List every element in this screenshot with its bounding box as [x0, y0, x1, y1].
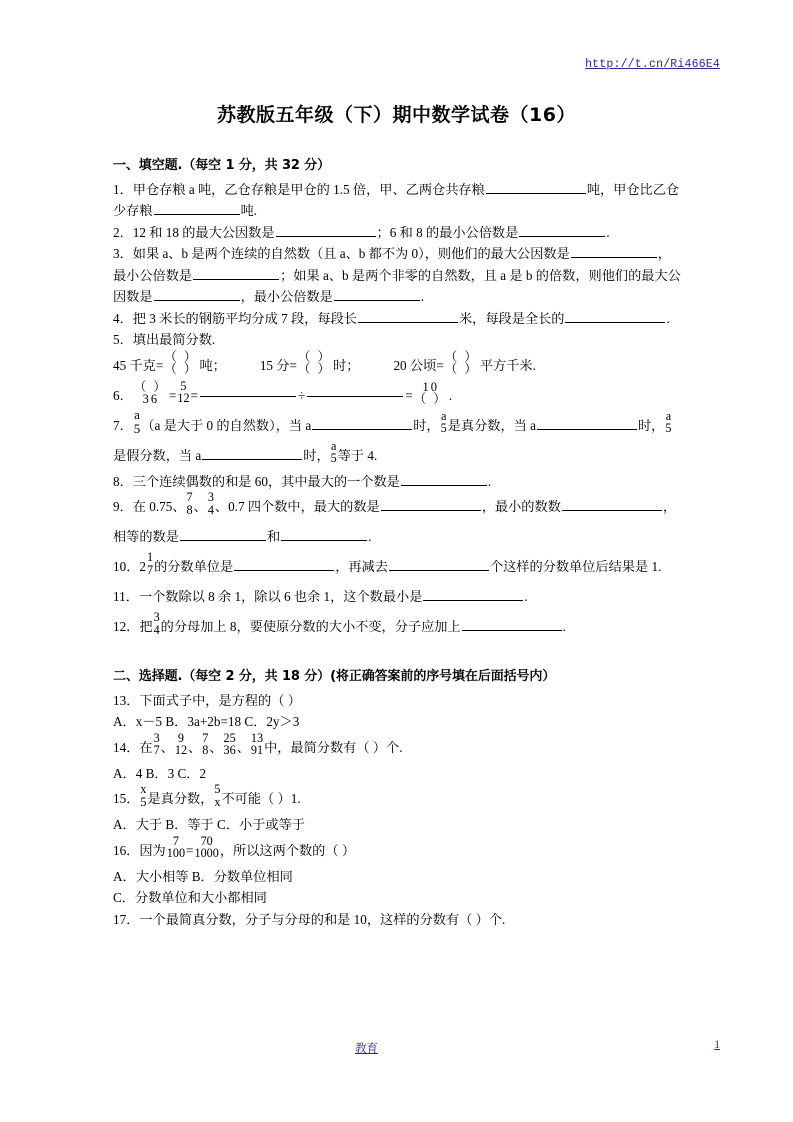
question-2	[113, 222, 681, 244]
q17-number: 17．	[113, 911, 140, 927]
q14-f2-num: 9	[177, 730, 184, 745]
q5-f1-den: （ ）	[164, 362, 199, 377]
q7-fraction-3	[665, 410, 671, 435]
question-15-options[interactable]: A．大于 B．等于 C．小于或等于	[113, 817, 305, 832]
q6-eq-1: =	[168, 387, 177, 403]
q5-lead: 填出最简分数.	[132, 332, 216, 347]
q9-blank-1[interactable]	[381, 497, 481, 511]
q6-divider: ÷	[297, 387, 306, 403]
q14-number: 14．	[113, 739, 140, 755]
q7-fraction-1	[134, 408, 141, 435]
q8-text-a: 三个连续偶数的和是 60，其中最大的一个数是	[132, 473, 400, 489]
q15-fraction-1	[140, 783, 146, 808]
question-14	[113, 730, 681, 763]
q15-f1-den: 5	[140, 794, 147, 809]
q14-f5-den: 91	[250, 743, 264, 758]
q10-number: 10．	[113, 559, 140, 574]
q7-f4-num: a	[330, 438, 337, 453]
q9-number: 9．	[113, 499, 133, 514]
q14-fraction-4	[224, 732, 236, 757]
q2-text-a: 12 和 18 的最大公因数是	[132, 224, 275, 240]
q12-f-num: 3	[153, 610, 160, 625]
q15-fraction-2	[214, 783, 220, 808]
q14-f1-num: 3	[153, 730, 160, 745]
source-url-link[interactable]: http://t.cn/Ri466E4	[585, 58, 720, 71]
q3-blank-1[interactable]	[571, 244, 657, 258]
section-heading-fill-in: 一、填空题.（每空 1 分，共 32 分）	[113, 158, 331, 173]
q7-text-7: 等于 4.	[337, 447, 378, 463]
q5-f2-den: （ ）	[297, 362, 333, 377]
q7-text-3: 是真分数，当 a	[447, 417, 536, 433]
q16-eq: =	[186, 842, 194, 858]
q9-text-3: 、0.7 四个数中，最大的数是	[214, 499, 380, 514]
q9-text-4: ，最小的数数	[481, 499, 561, 514]
q10-f-den: 7	[146, 562, 154, 577]
q1-text-b: 吨，甲仓比乙仓少存粮	[113, 181, 680, 218]
q7-text-1: （a 是大于 0 的自然数），当 a	[141, 417, 312, 433]
q7-fraction-2	[441, 410, 447, 435]
q14-sep-2: 、	[188, 739, 202, 755]
q12-text-1: 把	[139, 619, 153, 634]
q9-text-7: .	[368, 529, 372, 544]
q5-conv-1-unit: 吨；	[199, 357, 226, 373]
q9-text-6: 和	[266, 529, 281, 544]
q5-number: 5．	[113, 332, 133, 347]
q6-fraction-3[interactable]	[414, 381, 448, 406]
q1-blank-1[interactable]	[486, 180, 586, 194]
q13-number: 13．	[113, 692, 140, 708]
q17-text: 一个最简真分数，分子与分母的和是 10，这样的分数有（ ）个.	[139, 911, 506, 927]
q7-f4-den: 5	[330, 451, 337, 466]
question-10	[113, 552, 681, 582]
q10-fraction	[147, 551, 153, 576]
question-13-options[interactable]: A．x－5 B．3a+2b=18 C．2y＞3	[113, 714, 300, 729]
q6-f1-den: 36	[142, 392, 160, 407]
q1-text-a: 甲仓存粮 a 吨，乙仓存粮是甲仓的 1.5 倍，甲、乙两仓共存粮	[132, 181, 485, 197]
q9-text-5: ，相等的数是	[113, 499, 677, 544]
question-3	[113, 243, 681, 308]
q2-number: 2．	[113, 224, 133, 240]
q8-text-b: .	[487, 473, 492, 489]
q9-f2-num: 3	[207, 490, 214, 505]
q14-sep-1: 、	[160, 739, 174, 755]
question-8	[113, 471, 681, 493]
q14-sep-4: 、	[236, 739, 250, 755]
q4-text-a: 把 3 米长的钢筋平均分成 7 段，每段长	[132, 310, 357, 326]
question-9	[113, 492, 681, 552]
q6-number: 6．	[113, 387, 133, 403]
q7-blank-3[interactable]	[202, 446, 302, 460]
q7-f1-num: a	[134, 407, 140, 423]
q16-fraction-1	[167, 835, 185, 860]
q15-text-2: 不可能（ ）1.	[221, 791, 301, 806]
q9-blank-3[interactable]	[180, 527, 266, 541]
q16-number: 16．	[113, 842, 140, 858]
q14-text-2: 中，最简分数有（ ）个.	[264, 739, 403, 755]
q16-fraction-2	[194, 835, 218, 860]
q3-blank-2[interactable]	[193, 266, 279, 280]
q3-text-a: 如果 a、b 是两个连续的自然数（且 a、b 都不为 0），则他们的最大公因数是	[132, 246, 570, 261]
q9-blank-2[interactable]	[562, 497, 662, 511]
q12-text-2: 的分母加上 8，要使原分数的大小不变，分子应加上	[160, 619, 461, 634]
q14-sep-3: 、	[209, 739, 223, 755]
q14-fraction-3	[202, 732, 208, 757]
q12-blank-1[interactable]	[462, 617, 562, 631]
q10-text-1: 的分数单位是	[154, 559, 234, 574]
question-6	[113, 378, 681, 411]
exam-content	[113, 155, 681, 930]
q15-f2-num: 5	[214, 782, 221, 797]
q9-blank-4[interactable]	[281, 527, 367, 541]
q2-blank-2[interactable]	[519, 223, 605, 237]
q15-text-1: 是真分数，	[147, 791, 214, 806]
q9-text-1: 在 0.75、	[132, 499, 186, 514]
q7-text-2: 时，	[413, 417, 440, 433]
q10-f-num: 1	[146, 550, 154, 565]
section-heading-multiple-choice: 二、选择题.（每空 2 分，共 18 分）(将正确答案前的序号填在后面括号内）	[113, 669, 556, 684]
q9-text-2: 、	[193, 499, 207, 514]
q3-text-d: ，最小公倍数是	[240, 289, 333, 304]
q10-text-2: ，再减去	[335, 559, 388, 574]
q12-fraction	[154, 611, 160, 636]
q7-f3-num: a	[665, 408, 672, 423]
q6-f3-num: 10	[422, 379, 439, 394]
q4-blank-2[interactable]	[565, 309, 665, 323]
q3-blank-3[interactable]	[154, 287, 240, 301]
q5-conv-1-from: 45 千克=	[113, 357, 164, 373]
footer-link[interactable]: 教育	[355, 1043, 378, 1055]
q5-conv-3-unit: 平方千米.	[479, 357, 536, 373]
q5-conv-2-from: 15 分=	[259, 357, 297, 373]
q5-f3-den: （ ）	[444, 362, 479, 377]
q8-blank-1[interactable]	[401, 472, 487, 486]
q14-f2-den: 12	[174, 743, 188, 758]
q11-text-a: 一个数除以 8 余 1，除以 6 也余 1，这个数最小是	[138, 589, 423, 604]
page-number: 1	[714, 1039, 720, 1051]
question-16-options-line-2[interactable]: C．分数单位和大小都相同	[113, 890, 267, 905]
q7-fraction-4	[331, 440, 337, 465]
q15-f2-den: x	[214, 794, 221, 809]
q4-number: 4．	[113, 310, 133, 326]
q3-text-c: ；如果 a、b 是两个非零的自然数，且 a 是 b 的倍数，则他们的最大公因数是	[113, 267, 681, 304]
q7-text-5: 是假分数，当 a	[113, 447, 202, 463]
q5-conv-2-unit: 时；	[333, 357, 360, 373]
q14-f4-num: 25	[223, 730, 236, 745]
question-14-options[interactable]: A．4 B．3 C．2	[113, 765, 207, 781]
q7-f1-den: 5	[133, 420, 141, 436]
q7-f3-den: 5	[665, 421, 672, 436]
q7-blank-2[interactable]	[537, 416, 637, 430]
question-12	[113, 612, 681, 642]
q5-conv-3-from: 20 公顷=	[393, 357, 444, 373]
q5-f3-num: （ ）	[444, 349, 479, 364]
q1-number: 1．	[113, 181, 133, 197]
q16-text-1: 因为	[139, 842, 166, 858]
q11-text-b: .	[524, 589, 528, 604]
q14-f1-den: 7	[153, 743, 160, 758]
question-4	[113, 308, 681, 330]
q16-f2-num: 70	[200, 833, 213, 848]
q14-f5-num: 13	[250, 730, 264, 745]
q10-whole: 2	[139, 559, 146, 574]
q6-f2-den: 12	[177, 391, 190, 406]
q3-blank-4[interactable]	[334, 287, 420, 301]
q6-blank-2[interactable]	[307, 388, 403, 397]
q14-fraction-5	[251, 732, 263, 757]
q15-f1-num: x	[140, 782, 147, 797]
q6-eq-3: =	[405, 387, 413, 403]
q7-number: 7．	[113, 417, 133, 433]
question-1	[113, 179, 681, 222]
q10-text-3: 个这样的分数单位后结果是 1.	[489, 559, 662, 574]
q1-text-c: 吨.	[240, 203, 258, 218]
q5-f1-num: （ ）	[164, 349, 199, 364]
q2-blank-1[interactable]	[276, 223, 376, 237]
q4-text-c: .	[666, 310, 670, 326]
q15-number: 15．	[113, 791, 140, 806]
q2-text-c: .	[606, 224, 610, 240]
q14-f3-num: 7	[202, 730, 209, 745]
q14-f3-den: 8	[202, 743, 209, 758]
q6-f3-den: （ ）	[413, 392, 448, 407]
q5-fraction-blank-2[interactable]	[298, 351, 332, 376]
q5-f2-num: （ ）	[297, 349, 333, 364]
q6-eq-2: =	[190, 387, 198, 403]
question-16	[113, 833, 681, 866]
q2-text-b: ；6 和 8 的最小公倍数是	[376, 224, 519, 240]
question-17	[113, 909, 681, 931]
q16-f1-num: 7	[172, 833, 179, 848]
q14-fraction-1	[154, 732, 160, 757]
question-5-conversions	[113, 351, 681, 381]
q7-f2-num: a	[440, 408, 447, 423]
q5-fraction-blank-1[interactable]	[164, 351, 198, 376]
q14-text-1: 在	[139, 739, 153, 755]
q10-blank-2[interactable]	[389, 557, 489, 571]
q9-f1-num: 7	[186, 490, 193, 505]
q7-blank-1[interactable]	[312, 416, 412, 430]
q16-f2-den: 1000	[194, 846, 219, 861]
q4-blank-1[interactable]	[358, 309, 458, 323]
q6-f1-num: （ ）	[133, 379, 168, 394]
q14-fraction-2	[175, 732, 187, 757]
q16-text-2: ，所以这两个数的（ ）	[219, 842, 356, 858]
q9-fraction-2	[208, 491, 214, 516]
q12-text-3: .	[562, 619, 566, 634]
q9-fraction-1	[187, 491, 193, 516]
q14-f4-den: 36	[223, 743, 236, 758]
q6-f2-num: 5	[180, 378, 187, 393]
q9-f1-den: 8	[186, 502, 193, 517]
page-title: 苏教版五年级（下）期中数学试卷（16）	[217, 104, 576, 126]
q12-number: 12．	[113, 619, 140, 634]
q12-f-den: 4	[153, 622, 160, 637]
q3-text-e: .	[420, 289, 425, 304]
q6-fraction-2	[177, 380, 189, 405]
q11-number: 11．	[113, 589, 139, 604]
q9-f2-den: 4	[207, 502, 214, 517]
q3-number: 3．	[113, 246, 133, 261]
q6-end: .	[448, 387, 453, 403]
question-15	[113, 784, 681, 814]
q5-fraction-blank-3[interactable]	[445, 351, 479, 376]
q1-blank-2[interactable]	[154, 201, 240, 215]
q6-fraction-1[interactable]	[134, 381, 168, 406]
q16-f1-den: 100	[166, 846, 186, 861]
q13-text: 下面式子中，是方程的（ ）	[139, 692, 301, 708]
question-7	[113, 407, 681, 471]
q7-f2-den: 5	[440, 421, 447, 436]
q6-blank-1[interactable]	[200, 388, 296, 397]
q7-text-4: 时，	[637, 417, 665, 433]
question-16-options-line-1[interactable]: A．大小相等 B．分数单位相同	[113, 868, 293, 884]
q11-blank-1[interactable]	[423, 587, 523, 601]
q10-mixed-number	[139, 552, 154, 582]
q7-text-6: 时，	[303, 447, 330, 463]
question-5	[113, 329, 681, 351]
q3-text-b: ，最小公倍数是	[113, 246, 671, 283]
q10-blank-1[interactable]	[234, 557, 334, 571]
question-13	[113, 690, 681, 712]
question-11	[113, 582, 681, 612]
q8-number: 8．	[113, 473, 133, 489]
q4-text-b: 米，每段是全长的	[458, 310, 565, 326]
